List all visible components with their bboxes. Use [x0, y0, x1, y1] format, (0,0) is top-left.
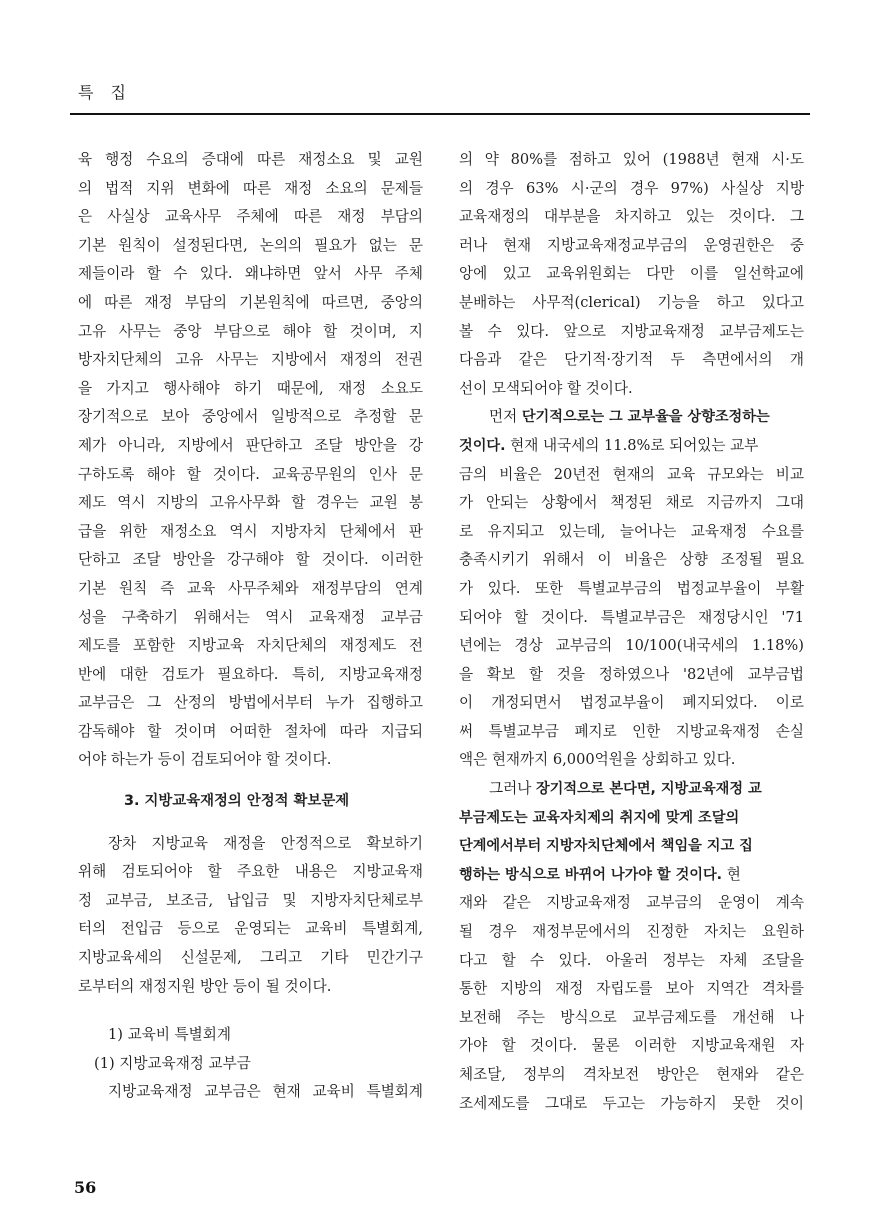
text-line: 될 경우 재정부문에서의 진정한 자치는 요원하 — [459, 923, 804, 941]
text-line — [459, 403, 804, 432]
emphasis-line: 단계에서부터 지방자치단체에서 책임을 지고 집 — [459, 838, 753, 855]
section-heading: 3. 지방교육재정의 안정적 확보문제 — [124, 793, 350, 810]
text-line — [459, 432, 804, 461]
text-line: 가 있다. 또한 특별교부금의 법정교부율이 부활 — [459, 579, 804, 597]
text-line: 터의 전입금 등으로 운영되는 교육비 특별회계, — [78, 920, 423, 938]
text-line: 단하고 조달 방안을 강구해야 할 것이다. 이러한 — [78, 551, 423, 569]
text-line: 기본 원칙이 설정된다면, 논의의 필요가 없는 문 — [78, 236, 423, 254]
text-line: 성을 구축하기 위해서는 역시 교육재정 교부금 — [78, 608, 423, 626]
text-line: 이 개정되면서 법정교부율이 폐지되었다. 이로 — [459, 694, 804, 712]
text-line: 체조달, 정부의 격차보전 방안은 현재와 같은 — [459, 1066, 804, 1083]
text-line: 방자치단체의 고유 사무는 지방에서 재정의 전권 — [78, 351, 423, 369]
subheading-2: (1) 지방교육재정 교부금 — [94, 1054, 251, 1072]
text-line: 은 사실상 교육사무 주체에 따른 재정 부담의 — [78, 208, 423, 226]
text-line: 재와 같은 지방교육재정 교부금의 운영이 계속 — [459, 894, 804, 912]
text-line: 볼 수 있다. 앞으로 지방교육재정 교부금제도는 — [459, 322, 804, 340]
text-line: 위해 검토되어야 할 주요한 내용은 지방교육재 — [78, 863, 423, 881]
text-line: 년에는 경상 교부금의 10/100(내국세의 1.18%) — [459, 637, 804, 655]
text-line: 육 행정 수요의 증대에 따른 재정소요 및 교원 — [78, 151, 423, 168]
text-line: 정 교부금, 보조금, 납입금 및 지방자치단체로부 — [78, 891, 423, 909]
text-run: 현 — [722, 865, 741, 883]
text-line: 급을 위한 재정소요 역시 지방자치 단체에서 판 — [78, 522, 423, 540]
text-line: 앙에 있고 교육위원회는 다만 이를 일선학교에 — [459, 265, 804, 283]
text-line: 교부금은 그 산정의 방법에서부터 누가 집행하고 — [78, 694, 423, 712]
text-line: 제가 아니라, 지방에서 판단하고 조달 방안을 강 — [78, 436, 423, 454]
text-run: 현재 내국세의 11.8%로 되어있는 교부 — [505, 436, 759, 454]
text-run: 먼저 — [489, 408, 522, 426]
section-label: 특 집 — [78, 83, 132, 102]
text-line: 장기적으로 보아 중앙에서 일방적으로 추정할 문 — [78, 408, 423, 426]
text-line: 러나 현재 지방교육재정교부금의 운영권한은 중 — [459, 236, 804, 254]
emphasis-text: 것이다. — [459, 437, 506, 454]
text-run: 그러나 — [489, 780, 536, 798]
text-line — [459, 861, 804, 890]
text-line: 제도 역시 지방의 고유사무화 할 경우는 교원 봉 — [78, 494, 423, 512]
text-line: 교육재정의 대부분을 차지하고 있는 것이다. 그 — [459, 208, 804, 226]
left-paragraph-2 — [78, 830, 423, 1002]
emphasis-text: 장기적으로 본다면, 지방교육재정 교 — [535, 781, 762, 798]
text-line: 지방교육재정 교부금은 현재 교육비 특별회계 — [108, 1083, 423, 1101]
emphasis-text: 행하는 방식으로 바뀌어 나가야 할 것이다. — [459, 866, 723, 883]
emphasis-text: 단기적으로는 그 교부율을 상향조정하는 — [521, 409, 770, 426]
text-line: 액은 현재까지 6,000억원을 상회하고 있다. — [459, 751, 736, 769]
right-paragraph-1 — [459, 146, 804, 403]
text-line: 기본 원칙 즉 교육 사무주체와 재정부담의 연계 — [78, 579, 423, 597]
text-line: 을 확보 할 것을 정하였으나 '82년에 교부금법 — [459, 665, 804, 683]
text-line: 되어야 할 것이다. 특별교부금은 재정당시인 '71 — [459, 608, 804, 626]
text-line: 분배하는 사무적(clerical) 기능을 하고 있다고 — [459, 293, 804, 311]
spacer — [78, 1001, 423, 1021]
left-column — [78, 146, 423, 1107]
left-paragraph-1 — [78, 146, 423, 775]
text-line: 선이 모색되어야 할 것이다. — [459, 379, 633, 397]
text-line: 금의 비율은 20년전 현재의 교육 규모와는 비교 — [459, 465, 804, 483]
right-paragraph-2 — [459, 403, 804, 775]
header-rule — [70, 113, 810, 115]
page-number: 56 — [74, 1178, 97, 1197]
text-line: 조세제도를 그대로 두고는 가능하지 못한 것이 — [459, 1094, 804, 1112]
right-column — [459, 146, 804, 1118]
text-line: 로부터의 재정지원 방안 등이 될 것이다. — [78, 977, 332, 995]
text-line: 반에 대한 검토가 필요하다. 특히, 지방교육재정 — [78, 665, 423, 683]
text-line: 제도를 포함한 지방교육 자치단체의 재정제도 전 — [78, 637, 423, 655]
text-line: 써 특별교부금 폐지로 인한 지방교육재정 손실 — [459, 722, 804, 740]
text-line: 통한 지방의 재정 자립도를 보아 지역간 격차를 — [459, 980, 804, 998]
subheading-1: 1) 교육비 특별회계 — [108, 1026, 231, 1044]
text-line: 을 가지고 행사해야 하기 때문에, 재정 소요도 — [78, 379, 423, 397]
text-line: 충족시키기 위해서 이 비율은 상향 조정될 필요 — [459, 551, 804, 569]
text-line: 에 따른 재정 부담의 기본원칙에 따르면, 중앙의 — [78, 293, 423, 311]
text-line: 의 경우 63% 시·군의 경우 97%) 사실상 지방 — [459, 179, 804, 197]
text-line: 보전해 주는 방식으로 교부금제도를 개선해 나 — [459, 1008, 804, 1026]
text-line: 어야 하는가 등이 검토되어야 할 것이다. — [78, 751, 332, 769]
text-line: 고유 사무는 중앙 부담으로 해야 할 것이며, 지 — [78, 322, 423, 340]
text-line: 가 안되는 상황에서 책정된 채로 지금까지 그대 — [459, 494, 804, 512]
text-line: 다고 할 수 있다. 아울러 정부는 자체 조달을 — [459, 951, 804, 969]
right-paragraph-3 — [459, 775, 804, 1118]
text-line — [459, 775, 804, 804]
text-line: 가야 할 것이다. 물론 이러한 지방교육재원 자 — [459, 1037, 804, 1055]
text-line: 장차 지방교육 재정을 안정적으로 확보하기 — [108, 834, 423, 852]
text-line: 로 유지되고 있는데, 늘어나는 교육재정 수요를 — [459, 522, 804, 540]
text-line: 구하도록 해야 할 것이다. 교육공무원의 인사 문 — [78, 465, 423, 483]
text-line: 의 약 80%를 점하고 있어 (1988년 현재 시·도 — [459, 151, 804, 168]
text-line: 감독해야 할 것이며 어떠한 절차에 따라 지급되 — [78, 722, 423, 740]
text-line: 의 법적 지위 변화에 따른 재정 소요의 문제들 — [78, 179, 423, 197]
text-line: 다음과 같은 단기적·장기적 두 측면에서의 개 — [459, 351, 804, 369]
text-line: 지방교육세의 신설문제, 그리고 기타 민간기구 — [78, 949, 423, 967]
text-line: 제들이라 할 수 있다. 왜냐하면 앞서 사무 주체 — [78, 265, 423, 283]
emphasis-line: 부금제도는 교육자치제의 취지에 맞게 조달의 — [459, 809, 740, 826]
